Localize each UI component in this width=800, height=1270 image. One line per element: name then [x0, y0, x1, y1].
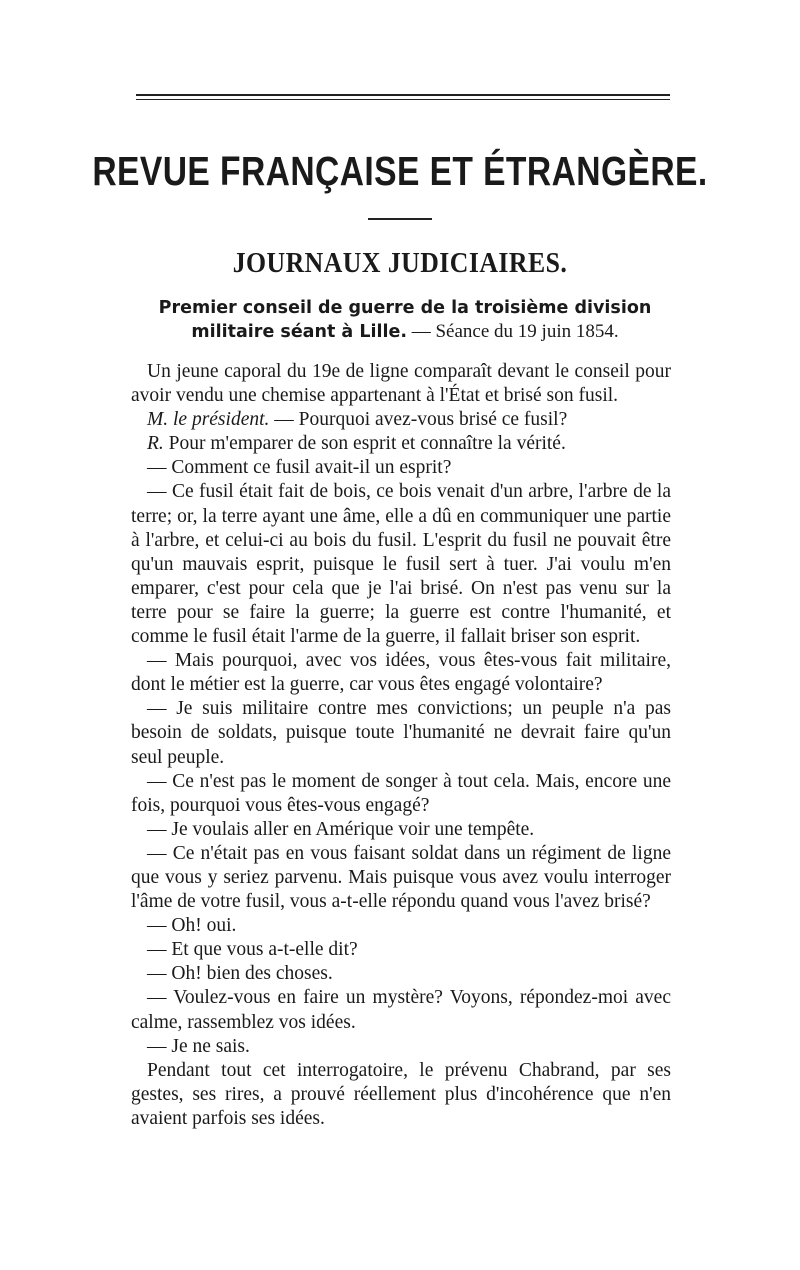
paragraph-text: — Mais pourquoi, avec vos idées, vous êtes-vous fait militaire, dont le métier est la guerre, car vous êtes engagé volontaire?	[131, 650, 671, 696]
paragraph	[131, 649, 671, 697]
top-rule	[136, 94, 670, 96]
paragraph-text: — Ce fusil était fait de bois, ce bois venait d'un arbre, l'arbre de la terre; or, la terre ayant une âme, elle a dû en communiquer une partie à l'arbre, et celui-ci au bois du fusil. L'esprit du fusil ne pouvait être qu'un mauvais esprit, puisque le fusil sert à tuer. J'ai voulu m'en emparer, c'est pour cela que je l'ai brisé. On n'est pas venu sur la terre pour se faire la guerre; la guerre est contre l'humanité, et comme le fusil était l'arme de la guerre, il fallait briser son esprit.	[131, 481, 671, 648]
paragraph-text: — Oh! bien des choses.	[147, 963, 333, 985]
paragraph	[131, 914, 671, 938]
paragraph	[131, 1059, 671, 1131]
paragraph	[131, 456, 671, 480]
paragraph-text: — Pourquoi avez-vous brisé ce fusil?	[269, 409, 568, 431]
subhead-line-1: Premier conseil de guerre de la troisième division	[158, 298, 652, 318]
article-body	[131, 360, 671, 1131]
paragraph	[131, 360, 671, 408]
subhead-line-2: militaire séant à Lille.	[191, 322, 407, 342]
paragraph	[131, 842, 671, 914]
paragraph-text: — Je suis militaire contre mes convictions; un peuple n'a pas besoin de soldats, puisque toute l'humanité ne devrait faire qu'un seul peuple.	[131, 698, 671, 768]
paragraph-text: — Et que vous a-t-elle dit?	[147, 939, 358, 961]
paragraph	[131, 818, 671, 842]
paragraph	[131, 480, 671, 649]
section-title: JOURNAUX JUDICIAIRES.	[232, 248, 568, 279]
paragraph-text: — Oh! oui.	[147, 915, 237, 937]
title-divider	[368, 218, 432, 220]
paragraph-text: Pendant tout cet interrogatoire, le prévenu Chabrand, par ses gestes, ses rires, a prouvé réellement plus d'incohérence que n'en avaient parfois ses idées.	[131, 1059, 671, 1129]
paragraph-text: — Ce n'était pas en vous faisant soldat dans un régiment de ligne que vous y seriez parvenu. Mais puisque vous avez voulu interroger l'âme de votre fusil, vous a-t-elle répondu quand vous l'avez brisé?	[131, 842, 671, 913]
paragraph-text: — Je ne sais.	[147, 1035, 250, 1057]
subhead-date: — Séance du 19 juin 1854.	[406, 321, 619, 342]
paragraph-text: Pour m'emparer de son esprit et connaître la vérité.	[163, 433, 566, 455]
paragraph-text: Un jeune caporal du 19e de ligne comparaît devant le conseil pour avoir vendu une chemise appartenant à l'État et brisé son fusil.	[131, 361, 671, 407]
paragraph-text: — Je voulais aller en Amérique voir une tempête.	[147, 818, 535, 840]
speaker-label: M. le président.	[147, 409, 270, 431]
page-title: REVUE FRANÇAISE ET ÉTRANGÈRE.	[92, 148, 708, 194]
paragraph	[131, 432, 671, 456]
article-subheading	[140, 296, 670, 344]
paragraph	[131, 697, 671, 769]
top-rule-thin	[136, 99, 670, 100]
paragraph-text: — Comment ce fusil avait-il un esprit?	[147, 457, 452, 479]
paragraph	[131, 938, 671, 962]
paragraph	[131, 408, 671, 432]
paragraph	[131, 770, 671, 818]
speaker-label: R.	[147, 433, 164, 455]
paragraph-text: — Ce n'est pas le moment de songer à tout cela. Mais, encore une fois, pourquoi vous êtes-vous engagé?	[131, 770, 671, 816]
paragraph-text: — Voulez-vous en faire un mystère? Voyons, répondez-moi avec calme, rassemblez vos idées.	[131, 987, 671, 1033]
paragraph	[131, 962, 671, 986]
paragraph	[131, 1035, 671, 1059]
paragraph	[131, 986, 671, 1034]
